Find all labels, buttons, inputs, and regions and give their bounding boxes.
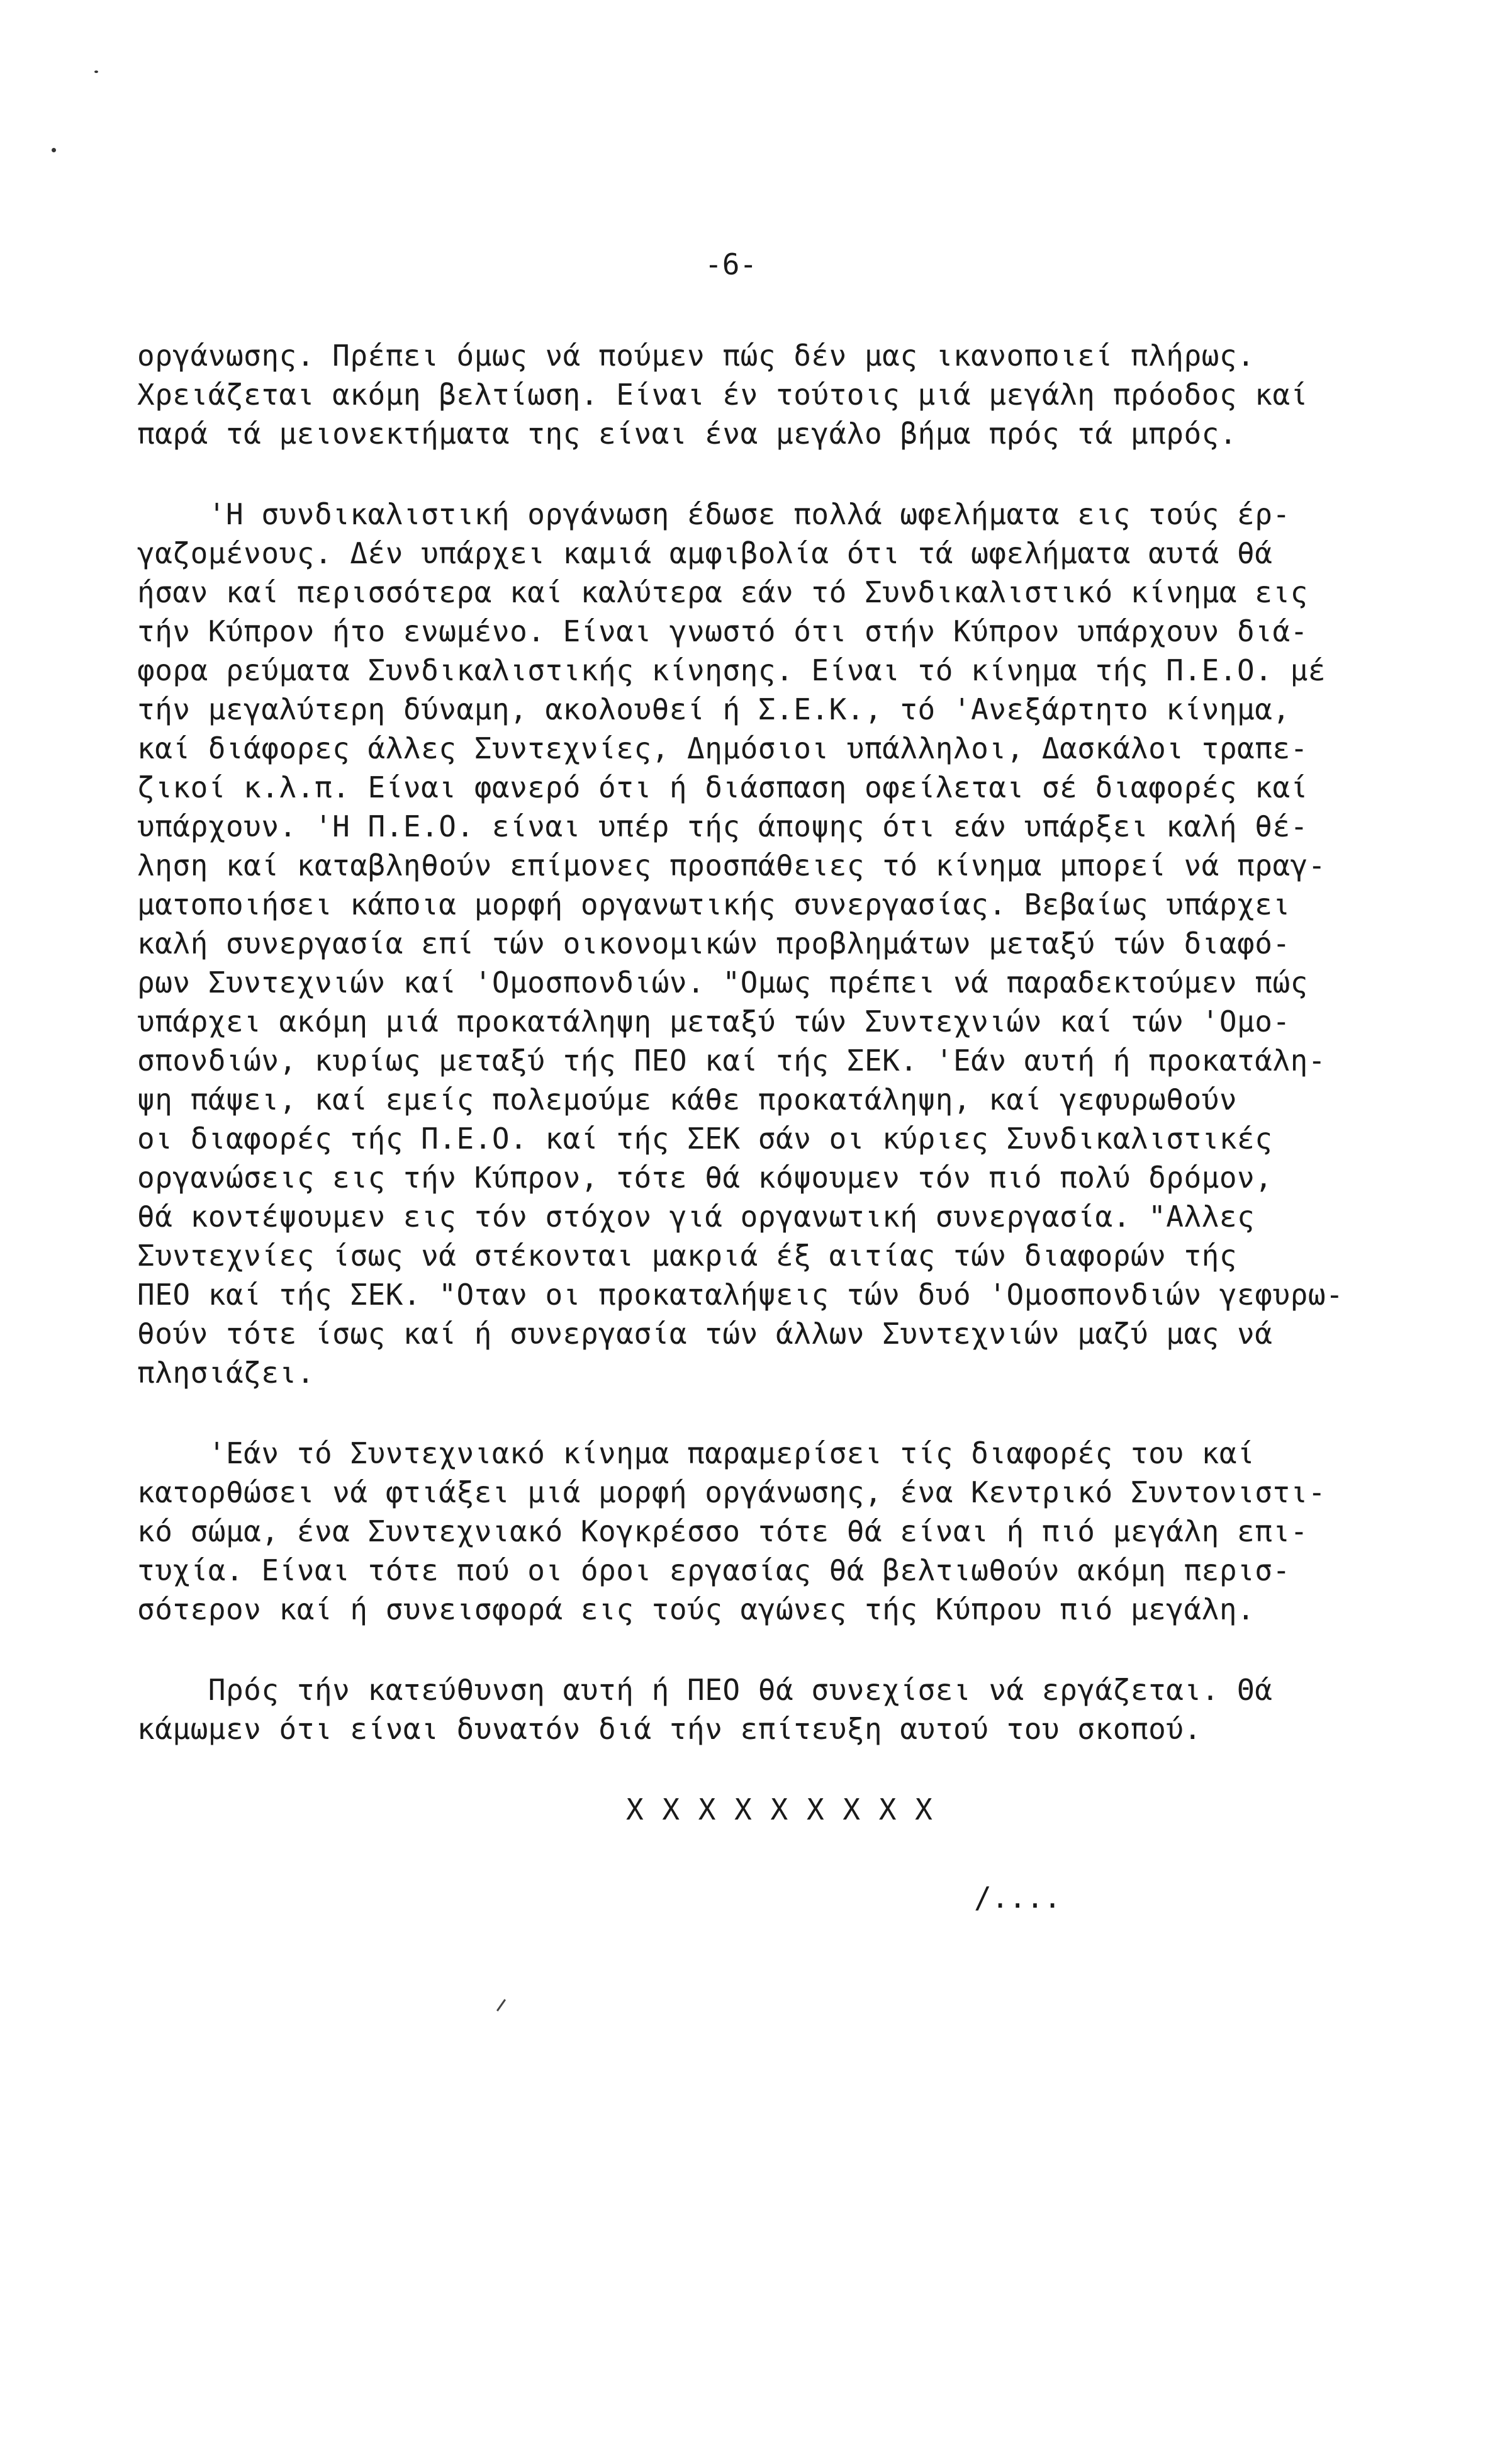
stray-mark (52, 148, 56, 152)
text-line: υπάρχει ακόμη μιά προκατάληψη μεταξύ τών Συντεχνιών καί τών 'Ομο- (137, 1004, 1291, 1038)
text-line: ήσαν καί περισσότερα καί καλύτερα εάν τό Συνδικαλιστικό κίνημα εις (137, 575, 1308, 609)
text-line: κάμωμεν ότι είναι δυνατόν διά τήν επίτευξη αυτού του σκοπού. (137, 1712, 1202, 1746)
text-line: θά κοντέψουμεν εις τόν στόχον γιά οργανωτική συνεργασία. "Αλλες (137, 1200, 1255, 1234)
text-line: τήν μεγαλύτερη δύναμη, ακολουθεί ή Σ.Ε.Κ., τό 'Ανεξάρτητο κίνημα, (137, 692, 1291, 726)
text-line: Συντεχνίες ίσως νά στέκονται μακριά έξ αιτίας τών διαφορών τής (137, 1239, 1238, 1273)
text-line: καλή συνεργασία επί τών οικονομικών προβλημάτων μεταξύ τών διαφό- (137, 926, 1291, 960)
text-line: θούν τότε ίσως καί ή συνεργασία τών άλλων Συντεχνιών μαζύ μας νά (137, 1317, 1273, 1351)
text-line: καί διάφορες άλλες Συντεχνίες, Δημόσιοι υπάλληλοι, Δασκάλοι τραπε- (137, 731, 1308, 765)
text-line: οργάνωσης. Πρέπει όμως νά πούμεν πώς δέν μας ικανοποιεί πλήρως. (137, 339, 1255, 373)
text-line: Χρειάζεται ακόμη βελτίωση. Είναι έν τούτοις μιά μεγάλη πρόοδος καί (137, 378, 1308, 412)
text-line: οργανώσεις εις τήν Κύπρον, τότε θά κόψουμεν τόν πιό πολύ δρόμον, (137, 1161, 1273, 1195)
page-number: -6- (705, 247, 758, 281)
text-line: κό σώμα, ένα Συντεχνιακό Κογκρέσσο τότε θά είναι ή πιό μεγάλη επι- (137, 1514, 1308, 1548)
text-line: γαζομένους. Δέν υπάρχει καμιά αμφιβολία ότι τά ωφελήματα αυτά θά (137, 536, 1273, 570)
text-line: τήν Κύπρον ήτο ενωμένο. Είναι γνωστό ότι στήν Κύπρον υπάρχουν διά- (137, 614, 1308, 648)
text-line: τυχία. Είναι τότε πού οι όροι εργασίας θά βελτιωθούν ακόμη περισ- (137, 1553, 1291, 1587)
text-line: οι διαφορές τής Π.Ε.Ο. καί τής ΣΕΚ σάν οι κύριες Συνδικαλιστικές (137, 1122, 1273, 1156)
text-line: ΠΕΟ καί τής ΣΕΚ. "Οταν οι προκαταλήψεις τών δυό 'Ομοσπονδιών γεφυρω- (137, 1278, 1344, 1312)
continuation-mark: /.... (974, 1881, 1061, 1915)
text-line: πλησιάζει. (137, 1356, 315, 1390)
text-line: φορα ρεύματα Συνδικαλιστικής κίνησης. Είναι τό κίνημα τής Π.Ε.Ο. μέ (137, 653, 1326, 687)
text-line: σπονδιών, κυρίως μεταξύ τής ΠΕΟ καί τής ΣΕΚ. 'Εάν αυτή ή προκατάλη- (137, 1044, 1326, 1078)
stray-mark (94, 70, 98, 73)
text-line: Πρός τήν κατεύθυνση αυτή ή ΠΕΟ θά συνεχίσει νά εργάζεται. Θά (137, 1673, 1273, 1707)
text-line: κατορθώσει νά φτιάξει μιά μορφή οργάνωσης, ένα Κεντρικό Συντονιστι- (137, 1475, 1326, 1509)
text-line: σότερον καί ή συνεισφορά εις τούς αγώνες τής Κύπρου πιό μεγάλη. (137, 1592, 1255, 1626)
text-line: ζικοί κ.λ.π. Είναι φανερό ότι ή διάσπαση οφείλεται σέ διαφορές καί (137, 770, 1308, 804)
text-line: 'Η συνδικαλιστική οργάνωση έδωσε πολλά ωφελήματα εις τούς έρ- (137, 497, 1291, 531)
section-separator: X X X X X X X X X (626, 1792, 933, 1826)
text-line: ρων Συντεχνιών καί 'Ομοσπονδιών. "Ομως πρέπει νά παραδεκτούμεν πώς (137, 965, 1308, 999)
text-line: ματοποιήσει κάποια μορφή οργανωτικής συνεργασίας. Βεβαίως υπάρχει (137, 887, 1291, 921)
text-line: 'Εάν τό Συντεχνιακό κίνημα παραμερίσει τίς διαφορές του καί (137, 1436, 1255, 1470)
stray-mark (496, 1999, 506, 2012)
text-line: ληση καί καταβληθούν επίμονες προσπάθειες τό κίνημα μπορεί νά πραγ- (137, 848, 1326, 882)
text-line: υπάρχουν. 'Η Π.Ε.Ο. είναι υπέρ τής άποψης ότι εάν υπάρξει καλή θέ- (137, 809, 1308, 843)
text-line: ψη πάψει, καί εμείς πολεμούμε κάθε προκατάληψη, καί γεφυρωθούν (137, 1083, 1238, 1117)
text-line: παρά τά μειονεκτήματα της είναι ένα μεγάλο βήμα πρός τά μπρός. (137, 417, 1238, 451)
